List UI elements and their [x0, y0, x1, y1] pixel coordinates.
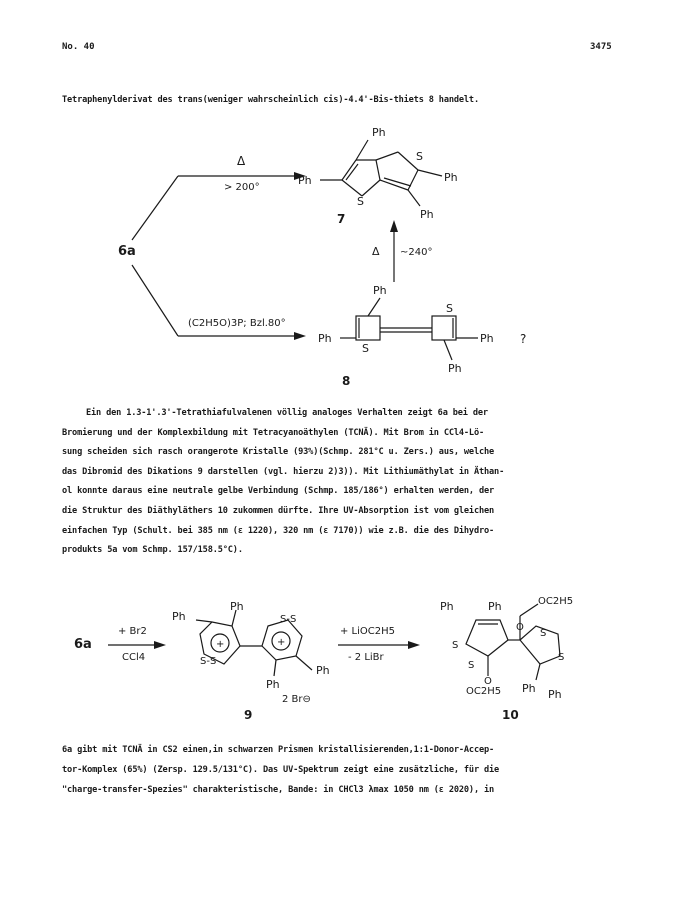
sulfur-label: S-S	[280, 614, 297, 625]
ethoxy-group-top: OC2H5	[538, 596, 574, 607]
ph-label: Ph	[440, 600, 454, 613]
sulfur-label: S	[416, 150, 423, 163]
sulfur-label: S	[362, 342, 369, 355]
sulfur-label: S	[558, 652, 565, 663]
ph-label: Ph	[318, 332, 332, 345]
start-compound-6a-scheme2: 6a	[74, 637, 92, 652]
ph-label: Ph	[230, 600, 244, 613]
paragraph-line: 6a gibt mit TCNÄ in CS2 einen,in schwarzen Prismen kristallisierenden,1:1-Donor-Accep-	[62, 745, 495, 755]
page-number: 3475	[590, 42, 612, 52]
arrow1-reagent: + Br2	[118, 626, 147, 637]
paragraph-line: produkts 5a vom Schmp. 157/158.5°C).	[62, 545, 243, 556]
arrow1-solvent: CCl4	[122, 652, 146, 663]
sulfur-label: S-S	[200, 656, 217, 667]
sulfur-label: S	[468, 660, 475, 671]
ph-label: Ph	[548, 688, 562, 701]
plus-charge: +	[216, 639, 225, 650]
paragraph-1	[62, 404, 622, 561]
ph-label: Ph	[522, 682, 536, 695]
arrow2-byproduct: - 2 LiBr	[348, 652, 384, 663]
compound-8-label: 8	[342, 374, 351, 388]
paragraph-line: einfachen Typ (Schult. bei 385 nm (ε 1220), 320 nm (ε 7170)) wie z.B. die des Dihydro-	[62, 525, 495, 536]
ph-label: Ph	[298, 174, 312, 187]
plus-charge: +	[277, 637, 286, 648]
ph-label: Ph	[448, 362, 462, 375]
paragraph-line: sung scheiden sich rasch orangerote Kristalle (93%)(Schmp. 281°C u. Zers.) aus, welche	[62, 447, 495, 458]
sulfur-label: S	[540, 628, 547, 639]
journal-number: No. 40	[62, 42, 95, 52]
counterion: 2 Br⊖	[282, 694, 311, 705]
ph-label: Ph	[372, 126, 386, 139]
oxygen-label: O	[516, 622, 524, 633]
vertical-heat-symbol: Δ	[372, 245, 380, 258]
arrow2-reagent: + LiOC2H5	[340, 626, 396, 637]
sulfur-label: S	[357, 195, 364, 208]
question-mark: ?	[520, 332, 527, 346]
paragraph-line: das Dibromid des Dikations 9 darstellen (vgl. hierzu 2)3)). Mit Lithiumäthylat in Äthan-	[62, 466, 505, 477]
ph-label: Ph	[480, 332, 494, 345]
compound-9-label: 9	[244, 708, 253, 722]
start-compound-6a: 6a	[118, 244, 136, 259]
reaction-scheme-1	[0, 0, 673, 400]
paragraph-line: Ein den 1.3-1'.3'-Tetrathiafulvalenen völlig analoges Verhalten zeigt 6a bei der	[86, 408, 488, 418]
ph-label: Ph	[373, 284, 387, 297]
paragraph-2	[62, 740, 622, 800]
ph-label: Ph	[316, 664, 330, 677]
oxygen-label: O	[484, 676, 492, 687]
ph-label: Ph	[266, 678, 280, 691]
intro-line: Tetraphenylderivat des trans(weniger wahrscheinlich cis)-4.4'-Bis-thiets 8 handelt.	[62, 95, 479, 105]
reaction-scheme-2	[0, 592, 673, 732]
paragraph-line: Bromierung und der Komplexbildung mit Tetracyanoäthylen (TCNÄ). Mit Brom in CCl4-Lö-	[62, 427, 485, 438]
compound-7-label: 7	[337, 212, 346, 226]
paragraph-line: ol konnte daraus eine neutrale gelbe Verbindung (Schmp. 185/186°) erhalten werden, der	[62, 486, 495, 497]
ph-label: Ph	[172, 610, 186, 623]
sulfur-label: S	[446, 302, 453, 315]
upper-arrow-condition: > 200°	[224, 182, 260, 193]
lower-arrow-condition: (C2H5O)3P; Bzl.80°	[188, 318, 286, 329]
vertical-arrow-temperature: ~240°	[400, 247, 433, 258]
paragraph-line: die Struktur des Diäthyläthers 10 zukommen dürfte. Ihre UV-Absorption ist vom gleichen	[62, 505, 495, 516]
sulfur-label: S	[452, 640, 459, 651]
ph-label: Ph	[488, 600, 502, 613]
heat-symbol: Δ	[237, 154, 246, 168]
paragraph-line: tor-Komplex (65%) (Zersp. 129.5/131°C). Das UV-Spektrum zeigt eine zusätzliche, für die	[62, 765, 500, 775]
ph-label: Ph	[444, 171, 458, 184]
ph-label: Ph	[420, 208, 434, 221]
paragraph-line: "charge-transfer-Spezies" charakteristische, Bande: in CHCl3 λmax 1050 nm (ε 2020), in	[62, 785, 495, 795]
ethoxy-group-bottom: OC2H5	[466, 686, 502, 697]
compound-10-label: 10	[502, 708, 519, 722]
